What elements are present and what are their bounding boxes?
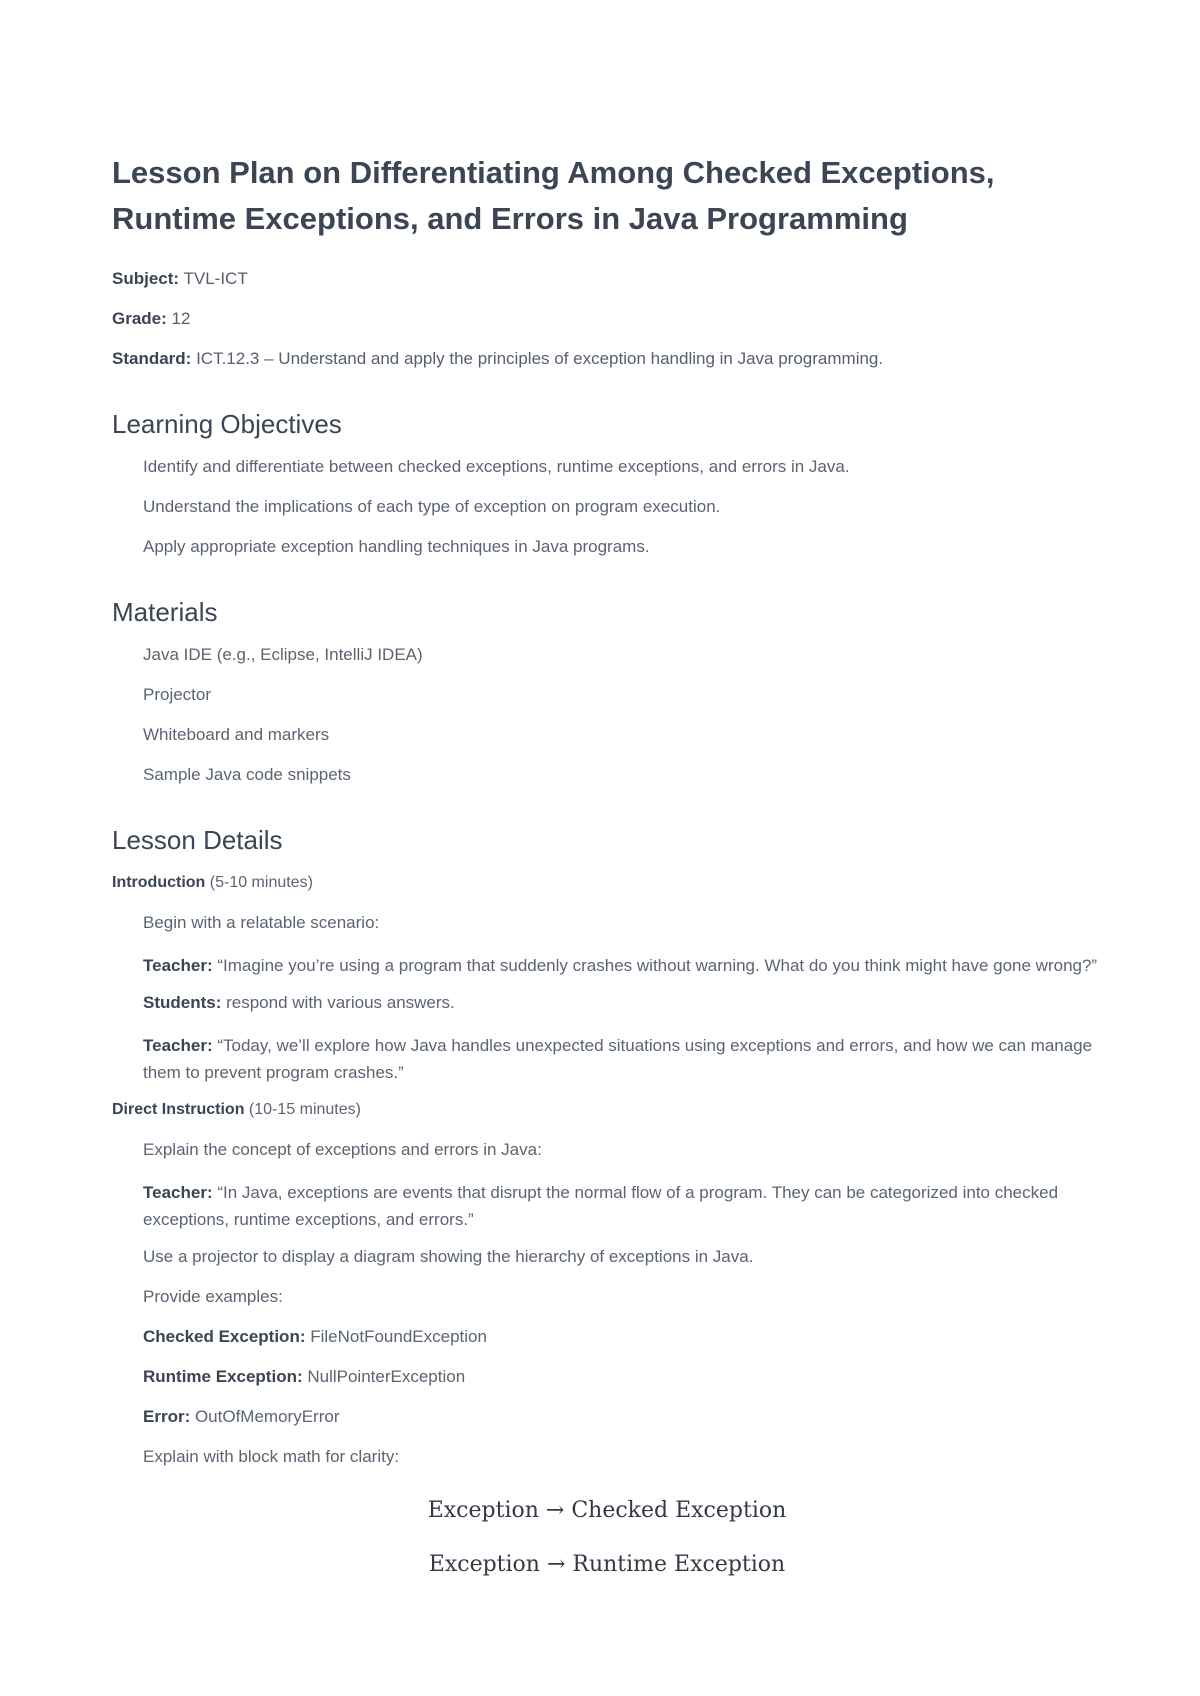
objective-item: Apply appropriate exception handling techniques in Java programs. — [143, 537, 650, 556]
runtime-value: NullPointerException — [302, 1367, 466, 1386]
example-runtime — [143, 1366, 1102, 1388]
example-error — [143, 1406, 1102, 1428]
direct-block-math-intro: Explain with block math for clarity: — [143, 1447, 400, 1466]
subject-value: TVL-ICT — [183, 269, 248, 288]
teacher-quote: “In Java, exceptions are events that disrupt the normal flow of a program. They can be categorized into checked exceptions, runtime exceptions, and errors.” — [143, 1183, 1059, 1229]
teacher-label: Teacher: — [143, 956, 213, 975]
math-line-runtime: Exception → Runtime Exception — [428, 1552, 786, 1577]
lesson-details-section — [112, 824, 1102, 1577]
grade-line — [112, 308, 1102, 330]
math-line-checked: Exception → Checked Exception — [427, 1498, 787, 1523]
introduction-heading — [112, 872, 1102, 894]
objectives-section — [112, 408, 1102, 558]
material-item: Projector — [143, 685, 212, 704]
objective-item: Understand the implications of each type of exception on program execution. — [143, 497, 721, 516]
checked-label: Checked Exception: — [143, 1327, 306, 1346]
material-item: Java IDE (e.g., Eclipse, IntelliJ IDEA) — [143, 645, 423, 664]
runtime-label: Runtime Exception: — [143, 1367, 303, 1386]
objectives-heading: Learning Objectives — [112, 409, 342, 439]
subject-line — [112, 268, 1102, 290]
direct-instruction-label: Direct Instruction — [112, 1101, 245, 1118]
intro-teacher-quote-2 — [143, 1032, 1102, 1086]
standard-line — [112, 348, 1102, 370]
error-value: OutOfMemoryError — [190, 1407, 340, 1426]
materials-section — [112, 596, 1102, 786]
direct-projector: Use a projector to display a diagram showing the hierarchy of exceptions in Java. — [143, 1247, 754, 1266]
teacher-quote: “Imagine you’re using a program that suddenly crashes without warning. What do you think might have gone wrong?” — [212, 956, 1098, 975]
document-page — [112, 150, 1102, 1577]
direct-explain: Explain the concept of exceptions and errors in Java: — [143, 1140, 542, 1159]
intro-students — [143, 992, 1102, 1014]
checked-value: FileNotFoundException — [305, 1327, 487, 1346]
grade-value: 12 — [171, 309, 191, 328]
page-title: Lesson Plan on Differentiating Among Checked Exceptions, Runtime Exceptions, and Errors in Java Programming — [112, 155, 995, 236]
intro-teacher-quote-1 — [143, 952, 1102, 979]
students-label: Students: — [143, 993, 222, 1012]
standard-value: ICT.12.3 – Understand and apply the principles of exception handling in Java programming. — [196, 349, 884, 368]
example-checked — [143, 1326, 1102, 1348]
subject-label: Subject: — [112, 269, 180, 288]
intro-begin: Begin with a relatable scenario: — [143, 913, 380, 932]
teacher-label: Teacher: — [143, 1036, 213, 1055]
standard-label: Standard: — [112, 349, 192, 368]
grade-label: Grade: — [112, 309, 167, 328]
error-label: Error: — [143, 1407, 191, 1426]
students-response: respond with various answers. — [221, 993, 455, 1012]
lesson-details-heading: Lesson Details — [112, 825, 283, 855]
material-item: Sample Java code snippets — [143, 765, 351, 784]
teacher-label: Teacher: — [143, 1183, 213, 1202]
objective-item: Identify and differentiate between checked exceptions, runtime exceptions, and errors in Java. — [143, 457, 850, 476]
teacher-quote: “Today, we’ll explore how Java handles unexpected situations using exceptions and errors, and how we can manage them to prevent program crashes.” — [143, 1036, 1093, 1082]
math-block — [112, 1486, 1102, 1577]
materials-heading: Materials — [112, 597, 218, 627]
direct-instruction-heading — [112, 1099, 1102, 1121]
direct-teacher-quote — [143, 1179, 1102, 1233]
math-line-runtime-clipped — [112, 1544, 1102, 1577]
direct-instruction-duration: (10-15 minutes) — [244, 1101, 361, 1118]
material-item: Whiteboard and markers — [143, 725, 330, 744]
direct-provide: Provide examples: — [143, 1287, 283, 1306]
introduction-duration: (5-10 minutes) — [205, 874, 313, 891]
introduction-label: Introduction — [112, 874, 206, 891]
